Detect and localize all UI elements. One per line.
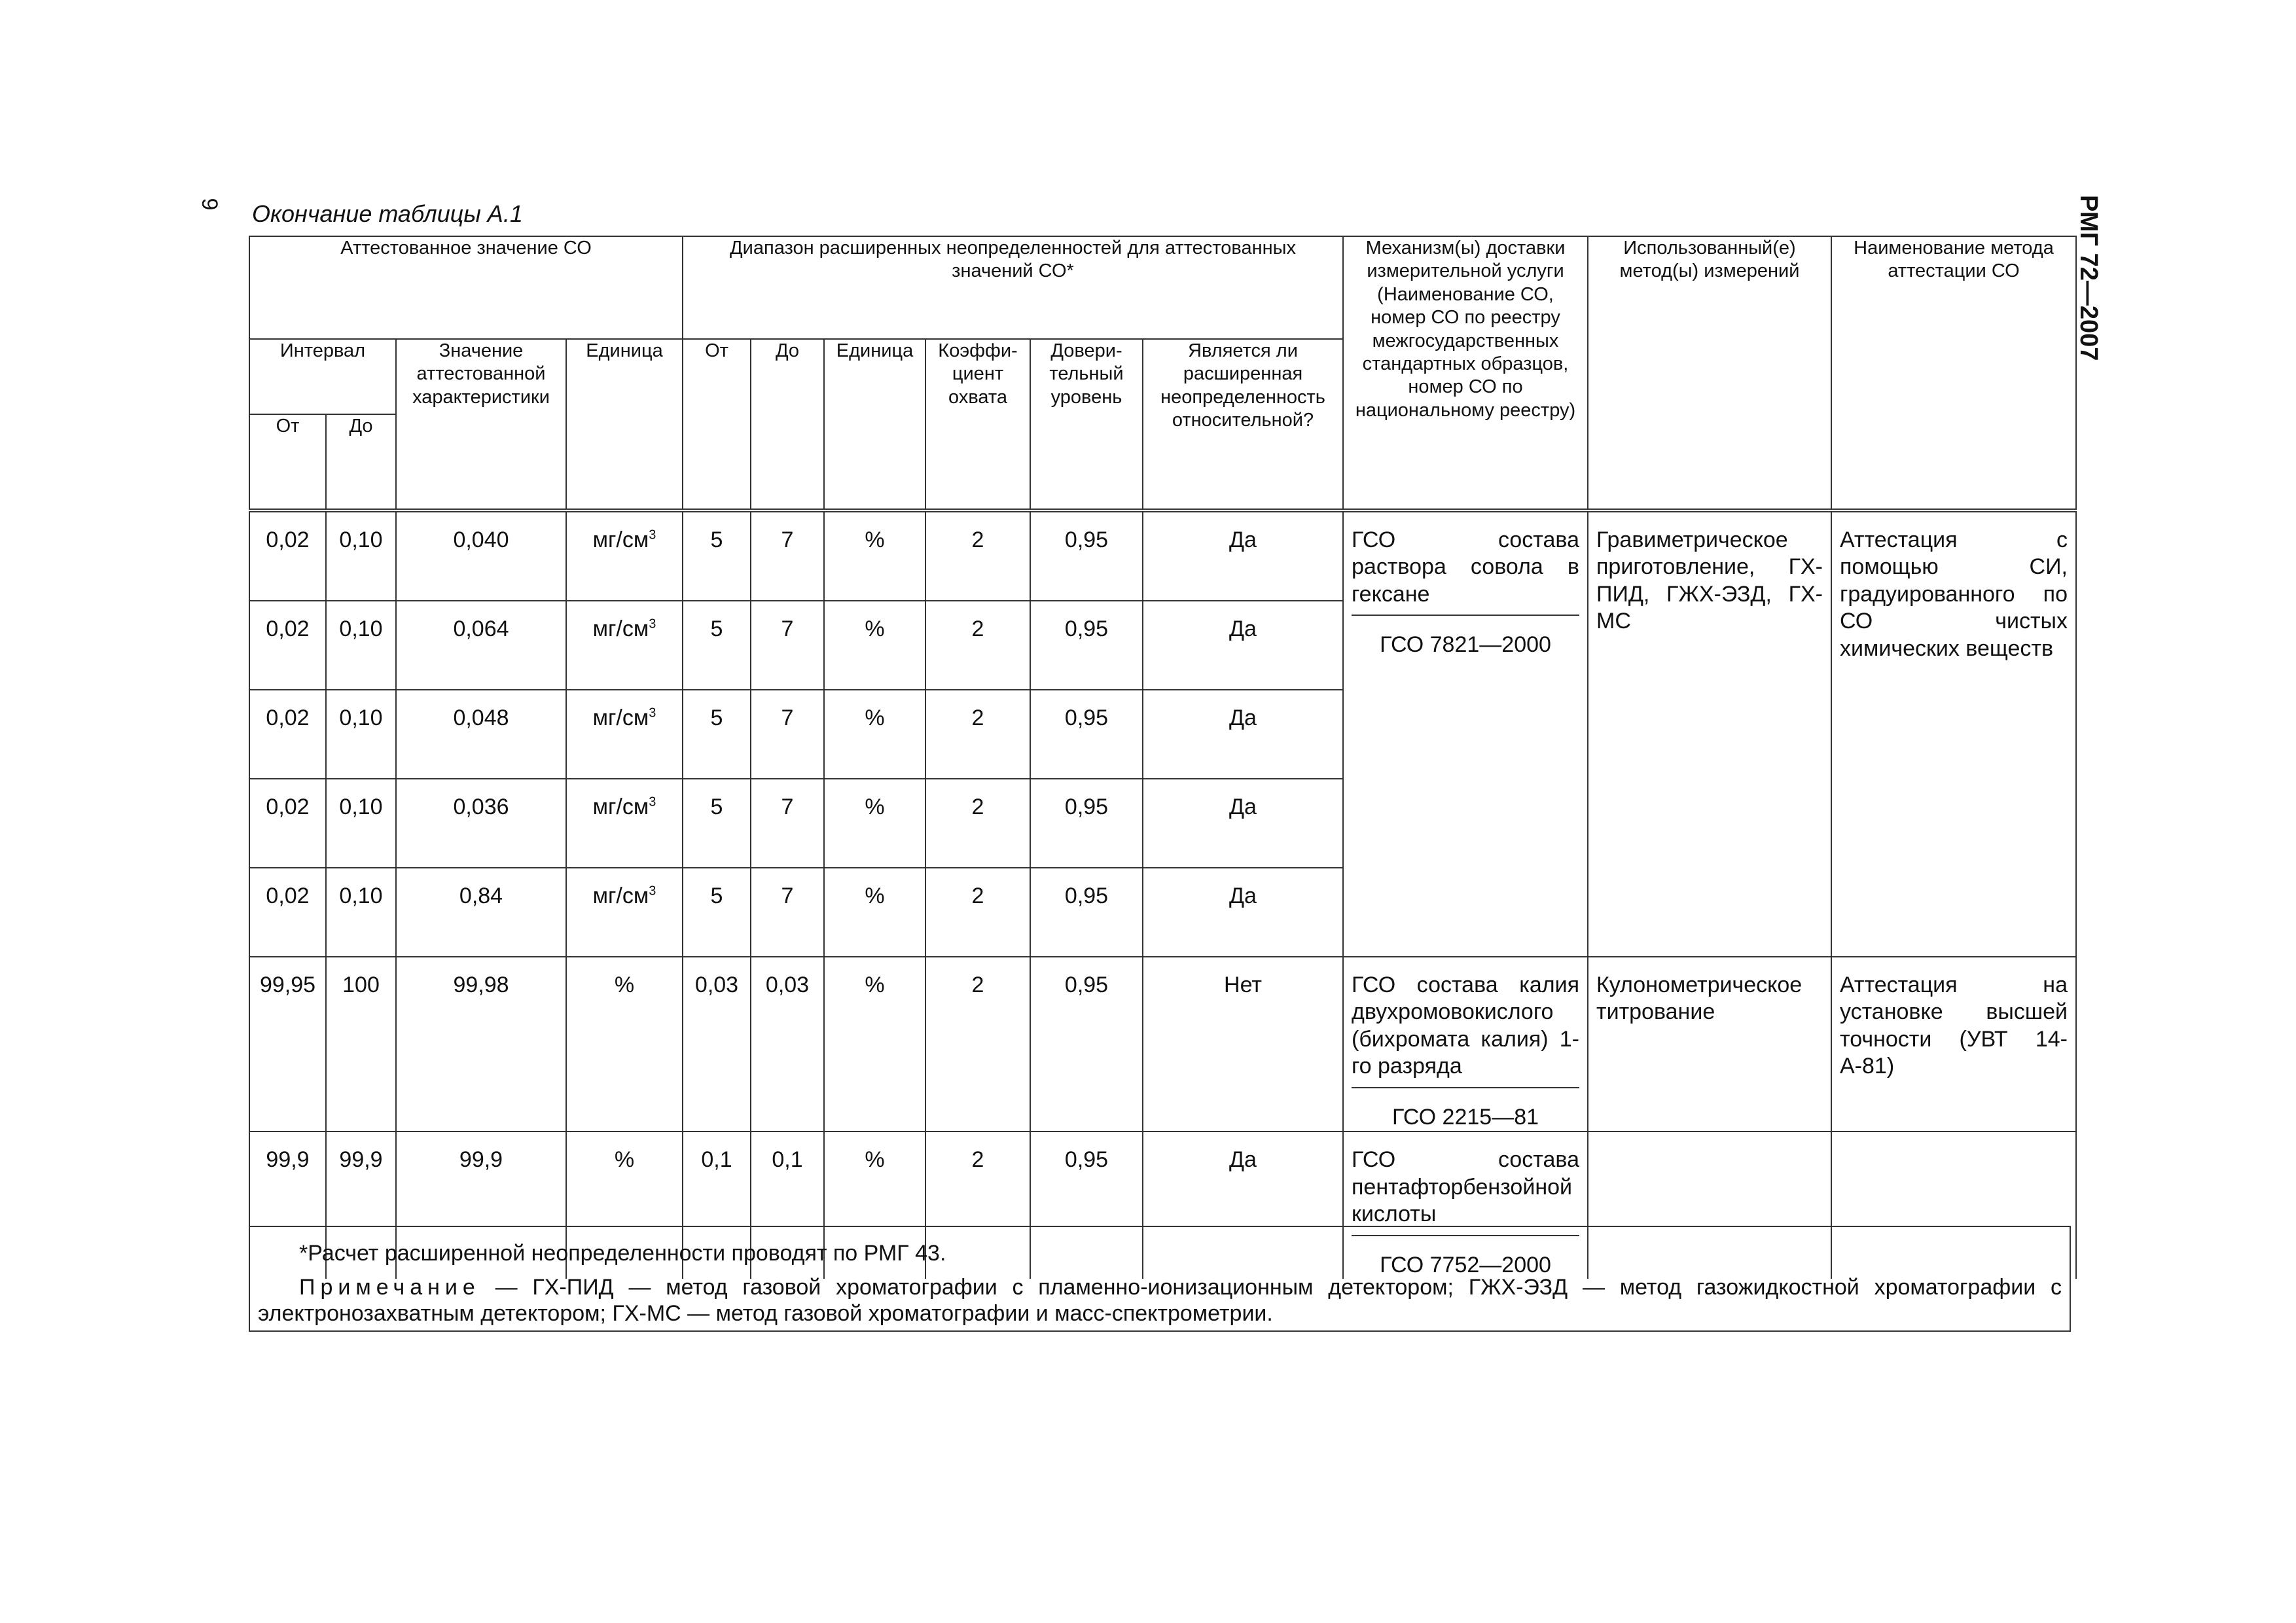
cell-unit: % bbox=[566, 1132, 683, 1279]
cell-value: 0,048 bbox=[396, 690, 566, 779]
header-relative: Является ли расширенная неопределенность относительной? bbox=[1143, 339, 1343, 510]
cell-coverage: 2 bbox=[925, 690, 1030, 779]
header-range-to: До bbox=[751, 339, 824, 510]
cell-unit: $мг/см^3$ bbox=[566, 868, 683, 957]
cell-coverage: 2 bbox=[925, 601, 1030, 690]
cell-range-from: 0,1 bbox=[683, 1132, 751, 1279]
cell-to: 99,9 bbox=[326, 1132, 396, 1279]
attestation-cell: Аттестация на установке высшей точности (УВТ 14-А-81) bbox=[1831, 957, 2076, 1132]
cell-to: 0,10 bbox=[326, 510, 396, 601]
cell-range-to: 7 bbox=[751, 601, 824, 690]
table-notes bbox=[249, 1226, 2071, 1332]
cell-to: 0,10 bbox=[326, 690, 396, 779]
cell-from: 0,02 bbox=[249, 779, 326, 868]
cell-range-unit: % bbox=[824, 510, 925, 601]
mechanism-cell bbox=[1343, 957, 1588, 1132]
cell-range-unit: % bbox=[824, 868, 925, 957]
cell-range-unit: % bbox=[824, 779, 925, 868]
mechanism-number: ГСО 7821—2000 bbox=[1380, 632, 1551, 658]
cell-coverage: 2 bbox=[925, 957, 1030, 1132]
header-from: От bbox=[249, 414, 326, 510]
header-to: До bbox=[326, 414, 396, 510]
cell-relative: Нет bbox=[1143, 957, 1343, 1132]
footnote: *Расчет расширенной неопределенности проводят по РМГ 43. bbox=[299, 1241, 946, 1266]
attestation-cell: Аттестация с помощью СИ, градуированного по СО чистых химических веществ bbox=[1831, 510, 2076, 957]
cell-confidence: 0,95 bbox=[1030, 690, 1143, 779]
cell-to: 0,10 bbox=[326, 779, 396, 868]
cell-confidence: 0,95 bbox=[1030, 868, 1143, 957]
header-mechanism: Механизм(ы) доставки измерительной услуги (Наименование СО, номер СО по реестру межгосударственных стандартных образцов, номер СО по национальному реестру) bbox=[1343, 236, 1588, 510]
table-caption: Окончание таблицы А.1 bbox=[252, 200, 523, 227]
cell-value: 0,036 bbox=[396, 779, 566, 868]
note-label: Примечание bbox=[299, 1275, 480, 1300]
cell-value: 99,9 bbox=[396, 1132, 566, 1279]
cell-confidence: 0,95 bbox=[1030, 1132, 1143, 1279]
mechanism-number: ГСО 2215—81 bbox=[1391, 1104, 1539, 1130]
cell-coverage: 2 bbox=[925, 1132, 1030, 1279]
cell-range-to: 0,03 bbox=[751, 957, 824, 1132]
cell-to: 100 bbox=[326, 957, 396, 1132]
table-row bbox=[249, 957, 2076, 1132]
cell-value: 0,064 bbox=[396, 601, 566, 690]
cell-relative: Да bbox=[1143, 690, 1343, 779]
cell-unit: $мг/см^3$ bbox=[566, 510, 683, 601]
cell-range-from: 5 bbox=[683, 868, 751, 957]
header-methods: Использованный(е) метод(ы) измерений bbox=[1588, 236, 1831, 510]
note-text: — ГХ-ПИД — метод газовой хроматографии с пламенно-ионизационным детектором; ГЖХ-ЭЗД — метод газожидкостной хроматографии с электронозахватным детектором; ГХ-МС — метод газовой хроматографии и масс-спектрометрии. bbox=[258, 1275, 2062, 1326]
cell-relative: Да bbox=[1143, 868, 1343, 957]
cell-relative: Да bbox=[1143, 601, 1343, 690]
cell-relative: Да bbox=[1143, 1132, 1343, 1279]
cell-range-from: 5 bbox=[683, 510, 751, 601]
cell-range-from: 5 bbox=[683, 779, 751, 868]
cell-confidence: 0,95 bbox=[1030, 510, 1143, 601]
cell-from: 0,02 bbox=[249, 510, 326, 601]
header-unit: Единица bbox=[566, 339, 683, 510]
data-table bbox=[249, 236, 2077, 1279]
mechanism-name: ГСО состава пентафторбензойной кислоты bbox=[1352, 1147, 1579, 1236]
mechanism-name: ГСО состава раствора совола в гексане bbox=[1352, 527, 1579, 616]
document-code: РМГ 72—2007 bbox=[2075, 195, 2102, 361]
note bbox=[258, 1274, 2062, 1327]
cell-coverage: 2 bbox=[925, 868, 1030, 957]
cell-unit: % bbox=[566, 957, 683, 1132]
cell-unit: $мг/см^3$ bbox=[566, 690, 683, 779]
cell-range-from: 5 bbox=[683, 690, 751, 779]
cell-range-to: 7 bbox=[751, 510, 824, 601]
header-attestation: Наименование метода аттестации СО bbox=[1831, 236, 2076, 510]
mechanism-cell bbox=[1343, 510, 1588, 957]
cell-range-to: 0,1 bbox=[751, 1132, 824, 1279]
cell-range-unit: % bbox=[824, 957, 925, 1132]
cell-unit: $мг/см^3$ bbox=[566, 601, 683, 690]
cell-from: 99,9 bbox=[249, 1132, 326, 1279]
cell-value: 0,040 bbox=[396, 510, 566, 601]
cell-value: 99,98 bbox=[396, 957, 566, 1132]
cell-from: 0,02 bbox=[249, 868, 326, 957]
header-value: Значение аттестованной характеристики bbox=[396, 339, 566, 510]
header-range-from: От bbox=[683, 339, 751, 510]
cell-range-unit: % bbox=[824, 1132, 925, 1279]
cell-unit: $мг/см^3$ bbox=[566, 779, 683, 868]
cell-relative: Да bbox=[1143, 779, 1343, 868]
methods-cell: Гравиметрическое приготовление, ГХ-ПИД, ГЖХ-ЭЗД, ГХ-МС bbox=[1588, 510, 1831, 957]
table-row bbox=[249, 510, 2076, 601]
header-range-unit: Единица bbox=[824, 339, 925, 510]
header-attested-value: Аттестованное значение СО bbox=[249, 236, 683, 339]
cell-from: 99,95 bbox=[249, 957, 326, 1132]
cell-to: 0,10 bbox=[326, 601, 396, 690]
page-number: 9 bbox=[197, 198, 222, 211]
cell-from: 0,02 bbox=[249, 690, 326, 779]
cell-range-from: 0,03 bbox=[683, 957, 751, 1132]
cell-range-unit: % bbox=[824, 690, 925, 779]
cell-range-unit: % bbox=[824, 601, 925, 690]
cell-confidence: 0,95 bbox=[1030, 779, 1143, 868]
mechanism-name: ГСО состава калия двухромовокислого (бихромата калия) 1-го разряда bbox=[1352, 972, 1579, 1088]
cell-confidence: 0,95 bbox=[1030, 601, 1143, 690]
cell-range-to: 7 bbox=[751, 779, 824, 868]
cell-range-to: 7 bbox=[751, 868, 824, 957]
cell-from: 0,02 bbox=[249, 601, 326, 690]
header-interval: Интервал bbox=[249, 339, 396, 414]
cell-value: 0,84 bbox=[396, 868, 566, 957]
header-confidence: Довери-тельный уровень bbox=[1030, 339, 1143, 510]
header-coverage: Коэффи-циент охвата bbox=[925, 339, 1030, 510]
cell-confidence: 0,95 bbox=[1030, 957, 1143, 1132]
cell-to: 0,10 bbox=[326, 868, 396, 957]
cell-range-to: 7 bbox=[751, 690, 824, 779]
cell-range-from: 5 bbox=[683, 601, 751, 690]
mechanism-number: ГСО 7752—2000 bbox=[1380, 1252, 1551, 1277]
cell-coverage: 2 bbox=[925, 510, 1030, 601]
header-range: Диапазон расширенных неопределенностей для аттестованных значений СО* bbox=[683, 236, 1343, 339]
methods-cell: Кулонометрическое титрование bbox=[1588, 957, 1831, 1132]
cell-coverage: 2 bbox=[925, 779, 1030, 868]
cell-relative: Да bbox=[1143, 510, 1343, 601]
